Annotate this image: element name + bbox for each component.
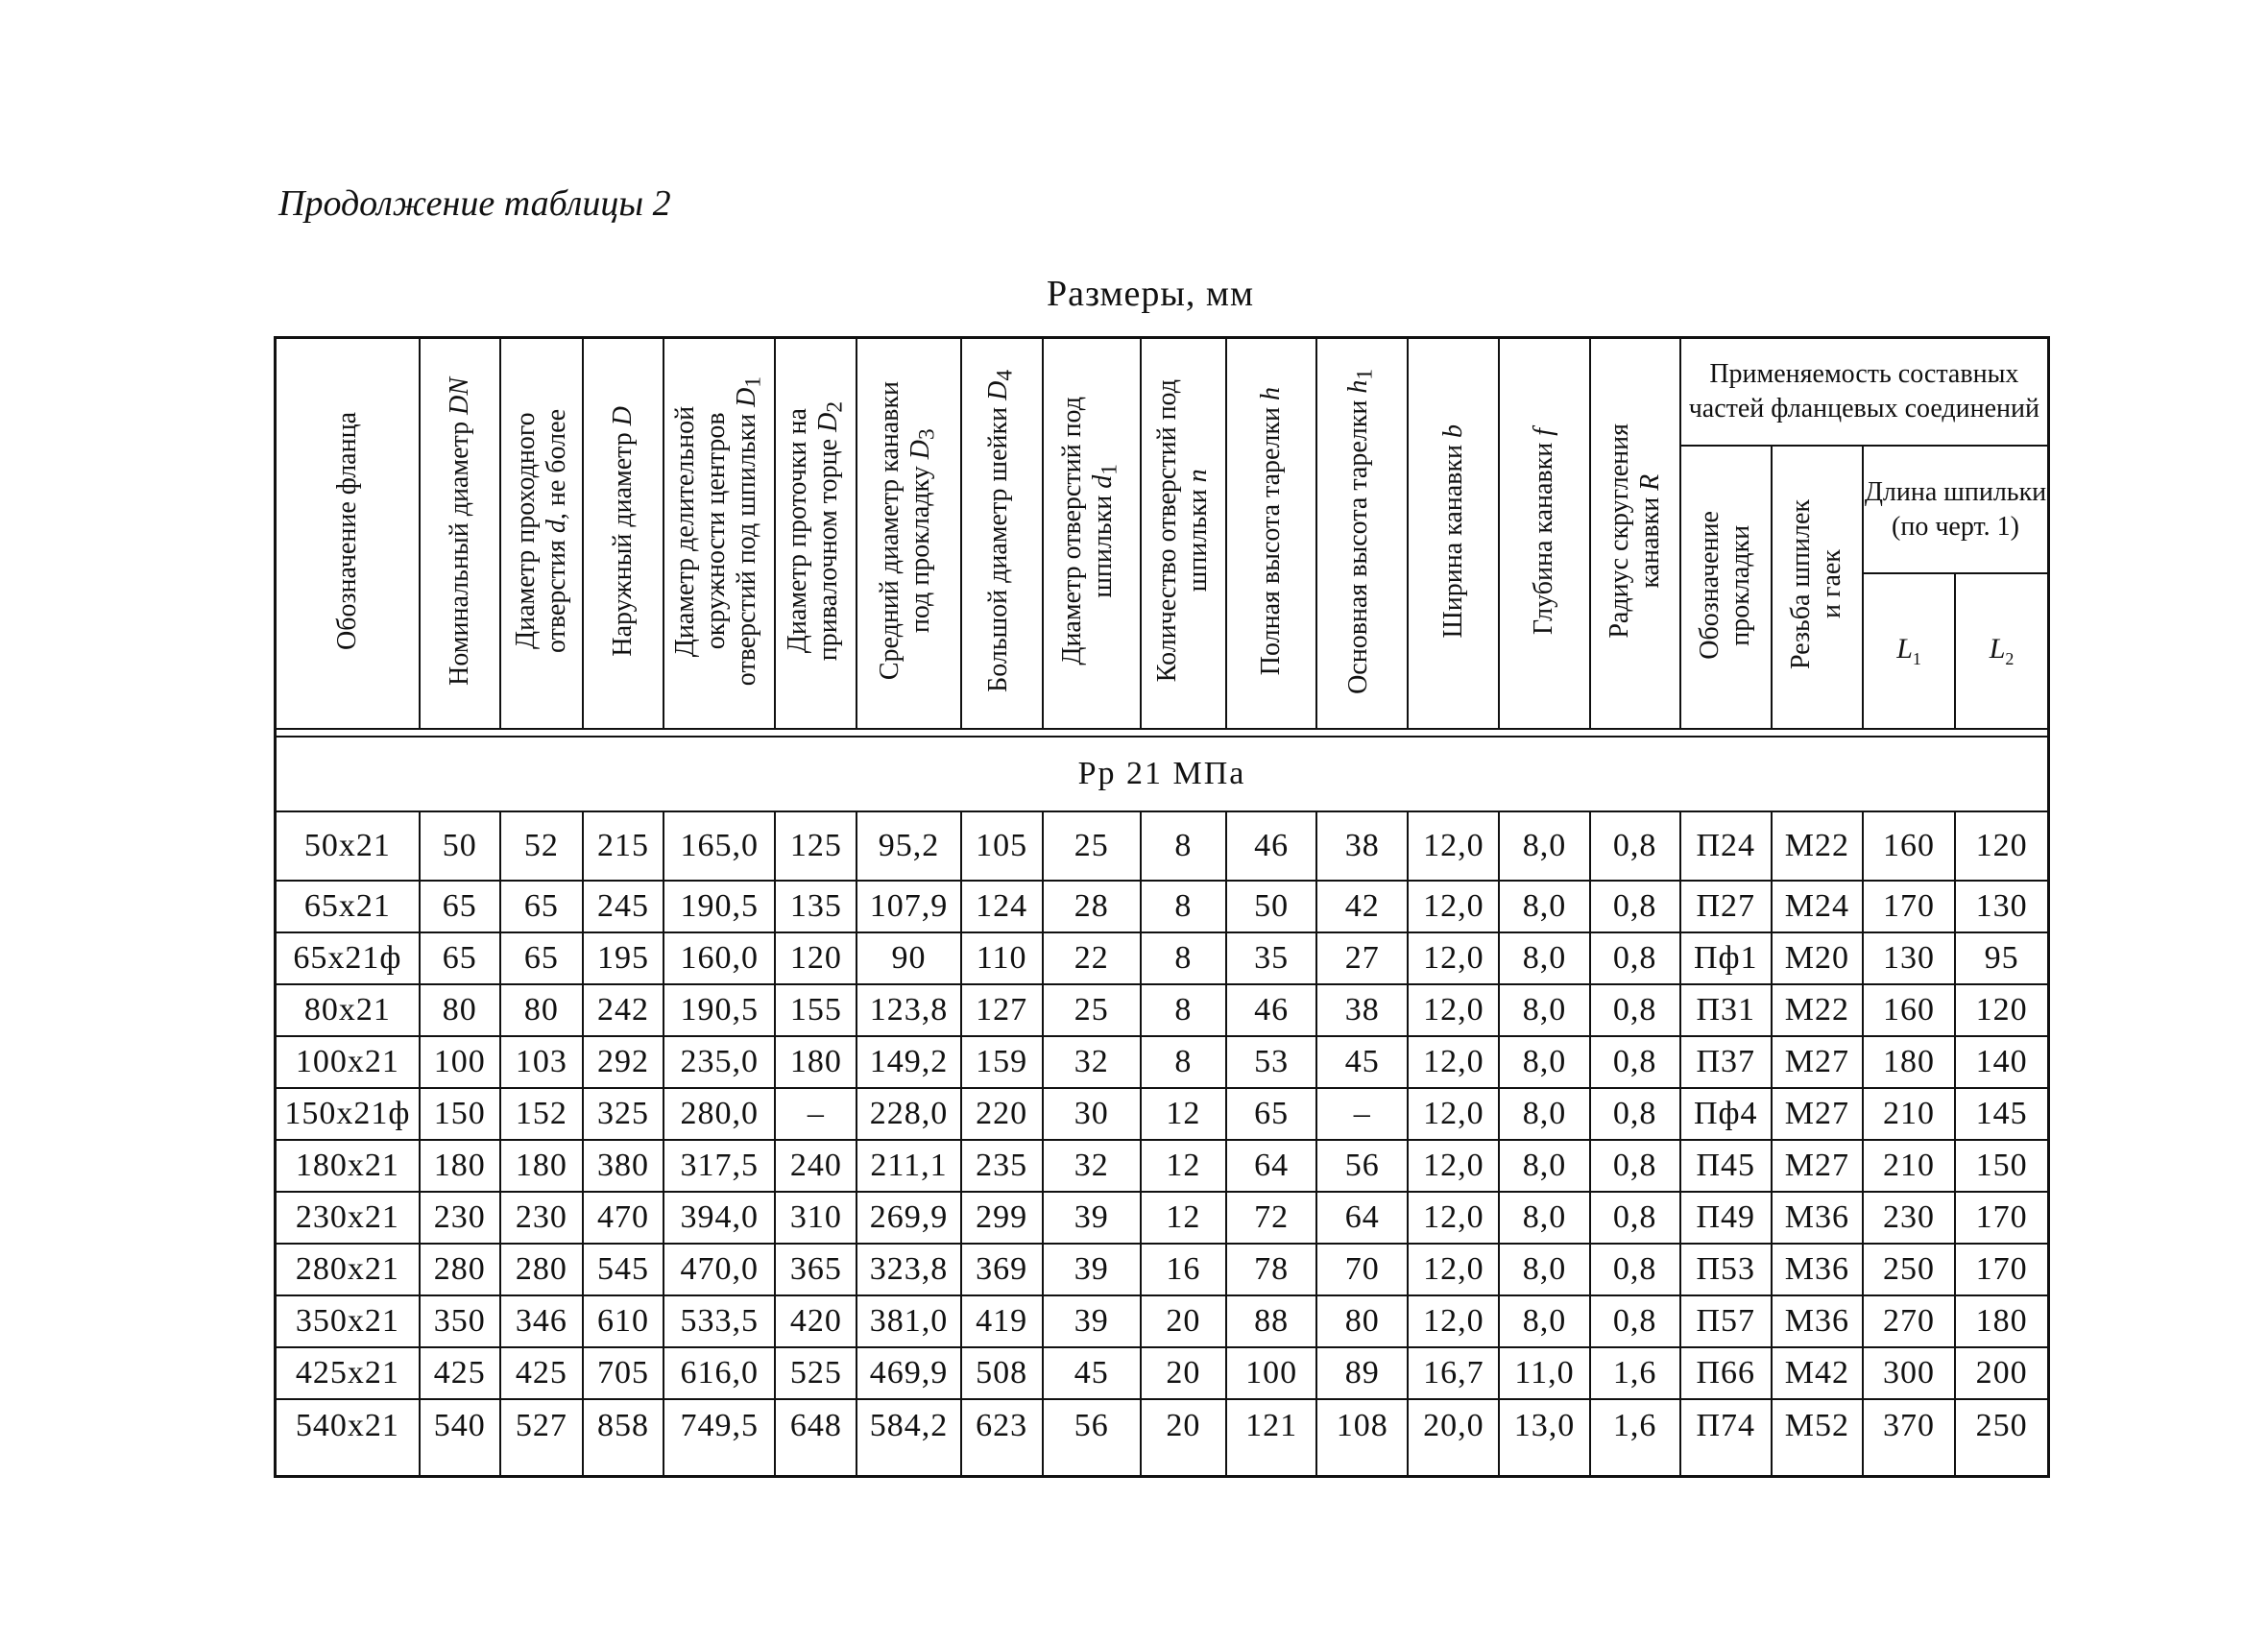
table-cell: П53 (1680, 1244, 1772, 1295)
table-cell: 56 (1316, 1140, 1408, 1192)
table-cell: 42 (1316, 881, 1408, 932)
table-cell: 50 (420, 811, 500, 881)
table-cell: 123,8 (857, 984, 960, 1036)
table-cell: 65 (420, 932, 500, 984)
table-cell: 240 (775, 1140, 857, 1192)
table-row (276, 1399, 2049, 1477)
table-cell: 8 (1141, 984, 1226, 1036)
table-cell: 152 (500, 1088, 583, 1140)
table-cell: 610 (583, 1295, 664, 1347)
header-base-height: Основная высота тарелки $h_1$ (1316, 338, 1408, 730)
table-cell: 180 (420, 1140, 500, 1192)
table-cell: 39 (1043, 1295, 1141, 1347)
table-cell: 159 (961, 1036, 1043, 1088)
table-cell: Пф4 (1680, 1088, 1772, 1140)
table-cell: 180 (775, 1036, 857, 1088)
table-cell: П24 (1680, 811, 1772, 881)
table-cell: 103 (500, 1036, 583, 1088)
table-cell: 46 (1226, 984, 1316, 1036)
table-cell: 250 (1863, 1244, 1955, 1295)
table-cell: 160,0 (664, 932, 775, 984)
table-cell: 65 (500, 881, 583, 932)
table-cell: 65х21ф (276, 932, 420, 984)
header-bore-diameter: Диаметр проходного отверстия d, не более (500, 338, 583, 730)
table-cell: 8,0 (1499, 984, 1589, 1036)
table-cell: 88 (1226, 1295, 1316, 1347)
table-cell: 0,8 (1590, 1140, 1680, 1192)
table-cell: 65 (1226, 1088, 1316, 1140)
table-cell: 140 (1955, 1036, 2048, 1088)
table-cell: 11,0 (1499, 1347, 1589, 1399)
table-cell: 8 (1141, 1036, 1226, 1088)
table-cell: 64 (1226, 1140, 1316, 1192)
table-cell: П27 (1680, 881, 1772, 932)
table-cell: П37 (1680, 1036, 1772, 1088)
table-cell: 25 (1043, 811, 1141, 881)
table-cell: 45 (1316, 1036, 1408, 1088)
table-cell: П57 (1680, 1295, 1772, 1347)
table-cell: 299 (961, 1192, 1043, 1244)
table-cell: 245 (583, 881, 664, 932)
table-cell: М27 (1772, 1140, 1863, 1192)
table-cell: М42 (1772, 1347, 1863, 1399)
header-stud-length: Длина шпильки (по черт. 1) (1863, 446, 2049, 573)
table-cell: 8,0 (1499, 811, 1589, 881)
table-cell: 20 (1141, 1295, 1226, 1347)
table-cell: 22 (1043, 932, 1141, 984)
table-cell: 149,2 (857, 1036, 960, 1088)
table-cell: 110 (961, 932, 1043, 984)
table-cell: 210 (1863, 1088, 1955, 1140)
table-cell: 50 (1226, 881, 1316, 932)
table-cell: М36 (1772, 1244, 1863, 1295)
table-cell: 125 (775, 811, 857, 881)
table-cell: 215 (583, 811, 664, 881)
table-row (276, 1036, 2049, 1088)
table-cell: 30 (1043, 1088, 1141, 1140)
table-cell: 180 (1955, 1295, 2048, 1347)
table-cell: 269,9 (857, 1192, 960, 1244)
table-cell: 705 (583, 1347, 664, 1399)
table-cell: 130 (1955, 881, 2048, 932)
table-cell: 50х21 (276, 811, 420, 881)
table-cell: Пф1 (1680, 932, 1772, 984)
table-cell: 20 (1141, 1347, 1226, 1399)
table-cell: 230 (1863, 1192, 1955, 1244)
table-row (276, 1244, 2049, 1295)
table-cell: 32 (1043, 1140, 1141, 1192)
table-cell: 150 (420, 1088, 500, 1140)
table-cell: 80 (500, 984, 583, 1036)
header-groove-width: Ширина канавки b (1408, 338, 1499, 730)
table-cell: 124 (961, 881, 1043, 932)
table-cell: 1,6 (1590, 1399, 1680, 1477)
table-cell: 12,0 (1408, 811, 1499, 881)
table-row (276, 984, 2049, 1036)
table-cell: 53 (1226, 1036, 1316, 1088)
table-cell: 95 (1955, 932, 2048, 984)
table-cell: 39 (1043, 1244, 1141, 1295)
header-row-1 (276, 338, 2049, 447)
table-cell: 170 (1955, 1192, 2048, 1244)
table-cell: 80 (1316, 1295, 1408, 1347)
table-cell: 369 (961, 1244, 1043, 1295)
table-cell: М22 (1772, 811, 1863, 881)
table-cell: М36 (1772, 1192, 1863, 1244)
table-cell: 100 (1226, 1347, 1316, 1399)
table-cell: 648 (775, 1399, 857, 1477)
table-cell: 190,5 (664, 881, 775, 932)
table-cell: 533,5 (664, 1295, 775, 1347)
table-cell: 0,8 (1590, 1036, 1680, 1088)
table-cell: 230 (420, 1192, 500, 1244)
table-cell: 108 (1316, 1399, 1408, 1477)
table-cell: 20,0 (1408, 1399, 1499, 1477)
header-outer-diameter: Наружный диаметр D (583, 338, 664, 730)
table-cell: М27 (1772, 1088, 1863, 1140)
header-hole-count: Количество отверстий под шпильки n (1141, 338, 1226, 730)
table-cell: 425 (500, 1347, 583, 1399)
table-cell: 120 (775, 932, 857, 984)
table-cell: 508 (961, 1347, 1043, 1399)
table-cell: 0,8 (1590, 932, 1680, 984)
table-row (276, 1295, 2049, 1347)
table-cell: 155 (775, 984, 857, 1036)
table-cell: 346 (500, 1295, 583, 1347)
table-cell: 35 (1226, 932, 1316, 984)
flange-table (274, 336, 2050, 1478)
table-cell: 12,0 (1408, 881, 1499, 932)
table-cell: 0,8 (1590, 1295, 1680, 1347)
table-cell: М27 (1772, 1036, 1863, 1088)
table-cell: 70 (1316, 1244, 1408, 1295)
table-cell: 38 (1316, 811, 1408, 881)
table-cell: 65 (500, 932, 583, 984)
table-cell: 1,6 (1590, 1347, 1680, 1399)
table-cell: 56 (1043, 1399, 1141, 1477)
table-cell: 12,0 (1408, 1295, 1499, 1347)
table-cell: 95,2 (857, 811, 960, 881)
table-caption: Продолжение таблицы 2 (278, 183, 671, 224)
units-label: Размеры, мм (1047, 274, 1255, 314)
table-cell: 180 (500, 1140, 583, 1192)
table-cell: 0,8 (1590, 881, 1680, 932)
table-cell: 150 (1955, 1140, 2048, 1192)
table-cell: 230 (500, 1192, 583, 1244)
table-cell: 107,9 (857, 881, 960, 932)
table-cell: 0,8 (1590, 984, 1680, 1036)
table-cell: 235,0 (664, 1036, 775, 1088)
header-divider (276, 729, 2049, 737)
table-cell: 292 (583, 1036, 664, 1088)
table-cell: 365 (775, 1244, 857, 1295)
table-cell: М22 (1772, 984, 1863, 1036)
table-cell: 270 (1863, 1295, 1955, 1347)
table-cell: 470 (583, 1192, 664, 1244)
section-label: Рр 21 МПа (276, 737, 2049, 811)
table-body (276, 811, 2049, 1477)
table-cell: 127 (961, 984, 1043, 1036)
table-cell: 527 (500, 1399, 583, 1477)
table-cell: 45 (1043, 1347, 1141, 1399)
table-cell: 280 (420, 1244, 500, 1295)
table-cell: 52 (500, 811, 583, 881)
table-cell: 370 (1863, 1399, 1955, 1477)
table-cell: 230х21 (276, 1192, 420, 1244)
table-cell: 165,0 (664, 811, 775, 881)
table-cell: – (1316, 1088, 1408, 1140)
table-cell: 120 (1955, 811, 2048, 881)
table-cell: 8 (1141, 881, 1226, 932)
section-row (276, 737, 2049, 811)
table-row (276, 1140, 2049, 1192)
table-cell: М20 (1772, 932, 1863, 984)
table-cell: 280,0 (664, 1088, 775, 1140)
table-cell: 280х21 (276, 1244, 420, 1295)
table-cell: 12,0 (1408, 1140, 1499, 1192)
table-cell: 525 (775, 1347, 857, 1399)
table-cell: П49 (1680, 1192, 1772, 1244)
table-cell: 8,0 (1499, 881, 1589, 932)
table-cell: 623 (961, 1399, 1043, 1477)
table-cell: 16,7 (1408, 1347, 1499, 1399)
header-bolt-circle-d1: Диаметр делительной окружности центров отверстий под шпильки $D_1$ (664, 338, 775, 730)
table-cell: 350х21 (276, 1295, 420, 1347)
table-cell: 170 (1863, 881, 1955, 932)
table-cell: 8,0 (1499, 1088, 1589, 1140)
table-cell: 8,0 (1499, 1244, 1589, 1295)
table-cell: 13,0 (1499, 1399, 1589, 1477)
table-cell: П74 (1680, 1399, 1772, 1477)
table-cell: 25 (1043, 984, 1141, 1036)
table-cell: 180х21 (276, 1140, 420, 1192)
table-cell: 12,0 (1408, 932, 1499, 984)
table-cell: 39 (1043, 1192, 1141, 1244)
header-dn: Номинальный диаметр DN (420, 338, 500, 730)
header-hole-diameter: Диаметр отверстий под шпильки $d_1$ (1043, 338, 1141, 730)
table-cell: 420 (775, 1295, 857, 1347)
table-cell: 749,5 (664, 1399, 775, 1477)
table-cell: 211,1 (857, 1140, 960, 1192)
table-row (276, 1192, 2049, 1244)
table-cell: 235 (961, 1140, 1043, 1192)
header-full-height: Полная высота тарелки h (1226, 338, 1316, 730)
header-l2: $L_2$ (1955, 573, 2048, 729)
table-cell: 317,5 (664, 1140, 775, 1192)
table-cell: 540 (420, 1399, 500, 1477)
header-neck-d4: Большой диаметр шейки $D_4$ (961, 338, 1043, 730)
table-cell: 242 (583, 984, 664, 1036)
table-cell: 90 (857, 932, 960, 984)
table-cell: 32 (1043, 1036, 1141, 1088)
table-cell: 545 (583, 1244, 664, 1295)
table-cell: 89 (1316, 1347, 1408, 1399)
table-cell: 145 (1955, 1088, 2048, 1140)
header-gasket: Обозначение прокладки (1680, 446, 1772, 729)
table-cell: 100х21 (276, 1036, 420, 1088)
table-cell: 228,0 (857, 1088, 960, 1140)
table-cell: 470,0 (664, 1244, 775, 1295)
header-groove-depth: Глубина канавки f (1499, 338, 1589, 730)
table-cell: 8,0 (1499, 1295, 1589, 1347)
table-cell: 130 (1863, 932, 1955, 984)
table-cell: 323,8 (857, 1244, 960, 1295)
table-cell: 12 (1141, 1140, 1226, 1192)
table-row (276, 1088, 2049, 1140)
table-cell: 280 (500, 1244, 583, 1295)
table-cell: 150х21ф (276, 1088, 420, 1140)
header-gasket-groove-d3: Средний диаметр канавки под прокладку $D_3$ (857, 338, 960, 730)
table-row (276, 1347, 2049, 1399)
table-cell: М36 (1772, 1295, 1863, 1347)
table-cell: 180 (1863, 1036, 1955, 1088)
table-row (276, 881, 2049, 932)
table-cell: 160 (1863, 811, 1955, 881)
table-cell: 325 (583, 1088, 664, 1140)
table-cell: 210 (1863, 1140, 1955, 1192)
table-cell: 300 (1863, 1347, 1955, 1399)
table-cell: 28 (1043, 881, 1141, 932)
table-cell: 78 (1226, 1244, 1316, 1295)
header-flange: Обозначение фланца (276, 338, 420, 730)
table-row (276, 932, 2049, 984)
table-cell: 105 (961, 811, 1043, 881)
table-cell: 12,0 (1408, 1088, 1499, 1140)
table-cell: 8 (1141, 932, 1226, 984)
table-cell: 425х21 (276, 1347, 420, 1399)
table-cell: 380 (583, 1140, 664, 1192)
table-cell: М52 (1772, 1399, 1863, 1477)
table-cell: П66 (1680, 1347, 1772, 1399)
header-l1: $L_1$ (1863, 573, 1955, 729)
header-groove-radius: Радиус скругления канавки R (1590, 338, 1680, 730)
table-cell: 12,0 (1408, 984, 1499, 1036)
table-cell: 100 (420, 1036, 500, 1088)
table-cell: 381,0 (857, 1295, 960, 1347)
table-cell: 310 (775, 1192, 857, 1244)
table-cell: 170 (1955, 1244, 2048, 1295)
table-cell: 419 (961, 1295, 1043, 1347)
table-cell: 0,8 (1590, 1244, 1680, 1295)
table-cell: 12 (1141, 1088, 1226, 1140)
header-applicability-group: Применяемость составных частей фланцевых соединений (1680, 338, 2049, 447)
table-cell: 38 (1316, 984, 1408, 1036)
table-cell: 195 (583, 932, 664, 984)
table-cell: 858 (583, 1399, 664, 1477)
table-cell: – (775, 1088, 857, 1140)
table-cell: 394,0 (664, 1192, 775, 1244)
table-cell: 8,0 (1499, 1192, 1589, 1244)
table-cell: 540х21 (276, 1399, 420, 1477)
header-thread: Резьба шпилек и гаек (1772, 446, 1863, 729)
table-cell: 584,2 (857, 1399, 960, 1477)
table-cell: 0,8 (1590, 811, 1680, 881)
table-cell: 65 (420, 881, 500, 932)
table-cell: 135 (775, 881, 857, 932)
table-cell: 425 (420, 1347, 500, 1399)
table-row (276, 811, 2049, 881)
table-cell: 220 (961, 1088, 1043, 1140)
table-cell: 80 (420, 984, 500, 1036)
table-cell: П45 (1680, 1140, 1772, 1192)
table-cell: П31 (1680, 984, 1772, 1036)
table-cell: 120 (1955, 984, 2048, 1036)
table-cell: 46 (1226, 811, 1316, 881)
table-cell: 27 (1316, 932, 1408, 984)
table-cell: 200 (1955, 1347, 2048, 1399)
table-cell: 16 (1141, 1244, 1226, 1295)
table-cell: 20 (1141, 1399, 1226, 1477)
table-cell: 190,5 (664, 984, 775, 1036)
table-cell: 350 (420, 1295, 500, 1347)
table-cell: 616,0 (664, 1347, 775, 1399)
table-cell: 250 (1955, 1399, 2048, 1477)
table-cell: 160 (1863, 984, 1955, 1036)
table-cell: 8,0 (1499, 1036, 1589, 1088)
table-cell: 8,0 (1499, 1140, 1589, 1192)
table-cell: 65х21 (276, 881, 420, 932)
table-cell: 12 (1141, 1192, 1226, 1244)
table-cell: 64 (1316, 1192, 1408, 1244)
table-cell: 12,0 (1408, 1244, 1499, 1295)
table-cell: 8 (1141, 811, 1226, 881)
table-cell: 121 (1226, 1399, 1316, 1477)
table-cell: 12,0 (1408, 1036, 1499, 1088)
header-groove-d2: Диаметр проточки на привалочном торце $D_2$ (775, 338, 857, 730)
table-cell: 469,9 (857, 1347, 960, 1399)
table-cell: 0,8 (1590, 1088, 1680, 1140)
table-cell: 8,0 (1499, 932, 1589, 984)
table-cell: М24 (1772, 881, 1863, 932)
table-cell: 72 (1226, 1192, 1316, 1244)
table-cell: 80х21 (276, 984, 420, 1036)
table-cell: 12,0 (1408, 1192, 1499, 1244)
table-cell: 0,8 (1590, 1192, 1680, 1244)
